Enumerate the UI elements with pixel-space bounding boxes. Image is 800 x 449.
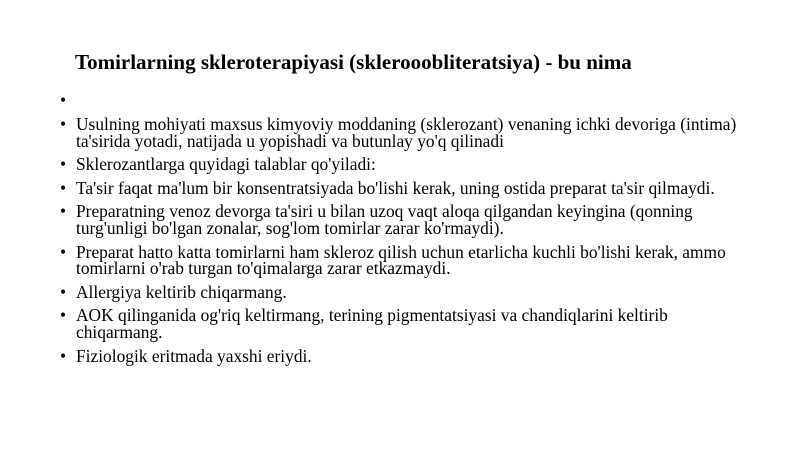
bullet-list [60,92,750,371]
bullet-item-strength: • Preparat hatto katta tomirlarni ham skleroz qilish uchun etarlicha kuchli bo'lishi kerak, ammo tomirlarni o'rab turgan to'qimalarga zarar etkazmaydi. [60,244,750,277]
bullet-item-allergy: • Allergiya keltirib chiqarmang. [60,284,750,301]
bullet-item-requirements: • Sklerozantlarga quyidagi talablar qo'yiladi: [60,156,750,173]
bullet-item-pain: • AOK qilinganida og'riq keltirmang, terining pigmentatsiyasi va chandiqlarini keltirib chiqarmang. [60,307,750,340]
bullet-item-empty [60,92,750,109]
bullet-item-contact-time: • Preparatning venoz devorga ta'siri u bilan uzoq vaqt aloqa qilgandan keyingina (qonning turg'unligi bo'lgan zonalar, sog'lom tomirlar zarar ko'rmaydi). [60,203,750,236]
bullet-item-concentration: • Ta'sir faqat ma'lum bir konsentratsiyada bo'lishi kerak, uning ostida preparat ta'sir qilmaydi. [60,180,750,197]
bullet-item-solubility: • Fiziologik eritmada yaxshi eriydi. [60,348,750,365]
slide-title: Tomirlarning skleroterapiyasi (sklerooobliteratsiya) - bu nima [75,50,632,74]
bullet-item-method-essence: • Usulning mohiyati maxsus kimyoviy moddaning (sklerozant) venaning ichki devoriga (intima) ta'sirida yotadi, natijada u yopishadi va butunlay yo'q qilinadi [60,116,750,149]
